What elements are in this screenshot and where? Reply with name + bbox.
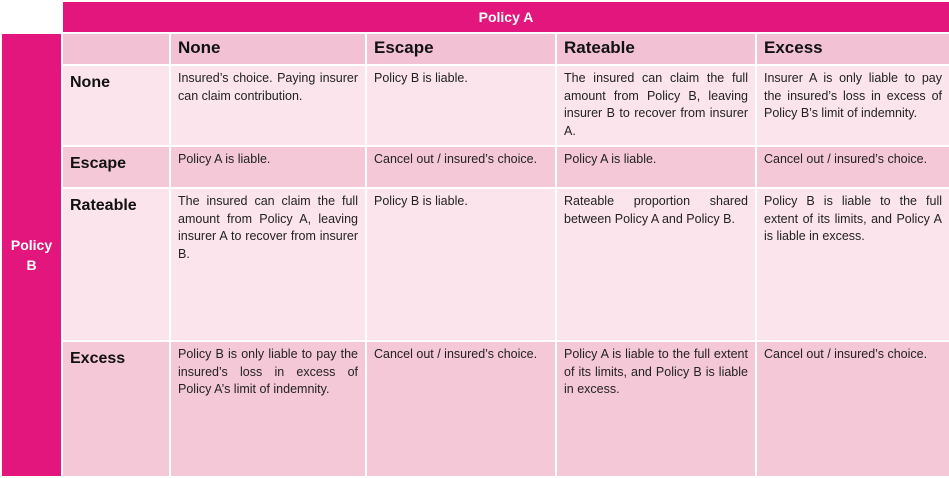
table-row-escape xyxy=(1,146,949,188)
column-header-escape: Escape xyxy=(366,33,556,65)
table-row-rateable xyxy=(1,188,949,341)
cell-escape-rateable: Policy A is liable. xyxy=(556,146,756,188)
cell-none-none: Insured’s choice. Paying insurer can claim contribution. xyxy=(170,65,366,146)
cell-excess-none: Policy B is only liable to pay the insured’s loss in excess of Policy A’s limit of indemnity. xyxy=(170,341,366,477)
cell-escape-escape: Cancel out / insured’s choice. xyxy=(366,146,556,188)
row-header-excess: Excess xyxy=(62,341,170,477)
cell-excess-rateable: Policy A is liable to the full extent of its limits, and Policy B is liable in excess. xyxy=(556,341,756,477)
row-header-rateable: Rateable xyxy=(62,188,170,341)
table-row-none xyxy=(1,65,949,146)
policy-b-header-line1: Policy xyxy=(10,237,53,253)
cell-rateable-excess: Policy B is liable to the full extent of its limits, and Policy A is liable in excess. xyxy=(756,188,949,341)
table-row-excess xyxy=(1,341,949,477)
blank-header-cell xyxy=(62,33,170,65)
corner-cell xyxy=(1,1,62,33)
row-header-escape: Escape xyxy=(62,146,170,188)
cell-rateable-none: The insured can claim the full amount from Policy A, leaving insurer A to recover from insurer B. xyxy=(170,188,366,341)
row-header-none: None xyxy=(62,65,170,146)
cell-rateable-rateable: Rateable proportion shared between Policy A and Policy B. xyxy=(556,188,756,341)
cell-excess-escape: Cancel out / insured’s choice. xyxy=(366,341,556,477)
cell-none-rateable: The insured can claim the full amount from Policy B, leaving insurer B to recover from insurer A. xyxy=(556,65,756,146)
column-header-row xyxy=(1,33,949,65)
column-header-excess: Excess xyxy=(756,33,949,65)
cell-none-excess: Insurer A is only liable to pay the insured’s loss in excess of Policy B’s limit of indemnity. xyxy=(756,65,949,146)
column-header-rateable: Rateable xyxy=(556,33,756,65)
policy-b-header xyxy=(1,33,62,477)
column-header-none: None xyxy=(170,33,366,65)
policy-a-header-row xyxy=(1,1,949,33)
policy-b-header-line2: B xyxy=(26,257,37,273)
cell-escape-none: Policy A is liable. xyxy=(170,146,366,188)
cell-excess-excess: Cancel out / insured’s choice. xyxy=(756,341,949,477)
cell-rateable-escape: Policy B is liable. xyxy=(366,188,556,341)
policy-a-header: Policy A xyxy=(62,1,949,33)
cell-none-escape: Policy B is liable. xyxy=(366,65,556,146)
cell-escape-excess: Cancel out / insured’s choice. xyxy=(756,146,949,188)
